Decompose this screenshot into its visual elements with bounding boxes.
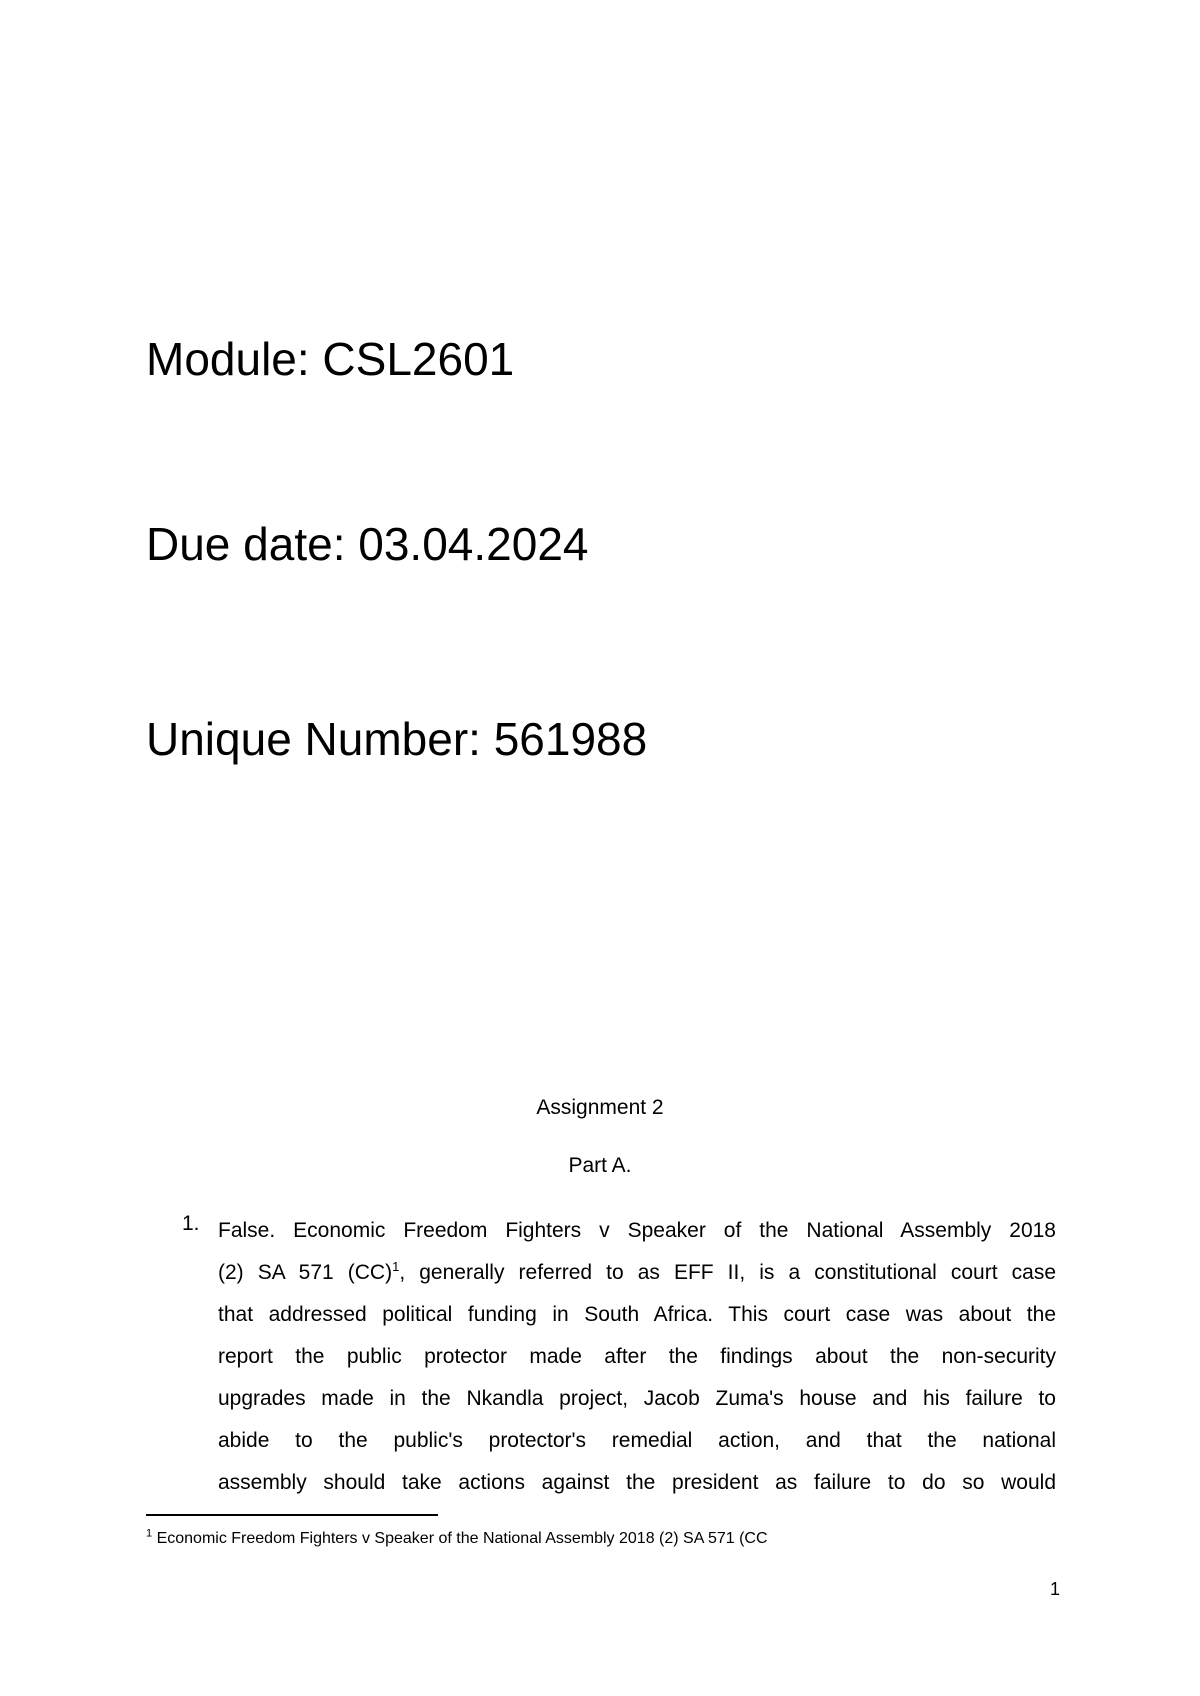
unique-number-heading: Unique Number: 561988 [146, 713, 648, 765]
answer-line-2-start: (2) SA 571 (CC) [218, 1261, 393, 1284]
question-answer-paragraph [218, 1210, 1056, 1504]
answer-line-6: abide to the public's protector's remedial action, and that the national [218, 1429, 1056, 1452]
answer-line-7: assembly should take actions against the president as failure to do so would [218, 1471, 1056, 1494]
answer-line-1: False. Economic Freedom Fighters v Speaker of the National Assembly 2018 [218, 1219, 1056, 1242]
part-title: Part A. [568, 1154, 632, 1177]
footnote-separator [146, 1514, 438, 1516]
assignment-title: Assignment 2 [536, 1096, 664, 1119]
answer-line-4: report the public protector made after the findings about the non-security [218, 1345, 1056, 1368]
footnote-text: Economic Freedom Fighters v Speaker of the National Assembly 2018 (2) SA 571 (CC [152, 1530, 768, 1547]
answer-line-2-end: , generally referred to as EFF II, is a constitutional court case [399, 1261, 1056, 1284]
footnote [146, 1527, 768, 1548]
page-number: 1 [1049, 1579, 1060, 1599]
answer-line-3: that addressed political funding in South Africa. This court case was about the [218, 1303, 1056, 1326]
footnote-reference[interactable]: 1 [392, 1259, 400, 1274]
due-date-heading: Due date: 03.04.2024 [146, 518, 589, 570]
answer-line-2 [218, 1252, 1056, 1294]
footnote-marker: 1 [146, 1527, 153, 1540]
question-number: 1. [182, 1212, 200, 1235]
module-heading: Module: CSL2601 [146, 333, 515, 385]
answer-line-5: upgrades made in the Nkandla project, Jacob Zuma's house and his failure to [218, 1387, 1056, 1410]
